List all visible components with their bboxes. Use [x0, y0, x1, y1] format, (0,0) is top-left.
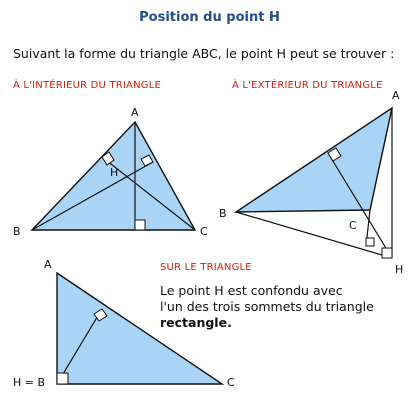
label-a: A: [392, 89, 400, 102]
heading-on-triangle: SUR LE TRIANGLE: [160, 262, 252, 273]
right-angle-mark: [57, 373, 68, 384]
right-angle-mark: [135, 220, 145, 230]
label-c: C: [227, 376, 235, 389]
right-angle-mark: [366, 238, 374, 246]
heading-interior: À L'INTÉRIEUR DU TRIANGLE: [13, 80, 162, 91]
description-bold: rectangle.: [160, 315, 232, 330]
page-title: Position du point H: [139, 10, 280, 25]
label-h-equals-b: H = B: [13, 376, 46, 389]
triangle-right: [57, 273, 222, 384]
label-h: H: [395, 263, 404, 276]
label-a: A: [44, 258, 52, 271]
figure-on-triangle: [13, 258, 235, 389]
label-c: C: [200, 225, 208, 238]
label-c: C: [349, 219, 357, 232]
figure-interior: [13, 106, 208, 238]
label-h: H: [110, 166, 119, 179]
heading-exterior: À L'EXTÉRIEUR DU TRIANGLE: [232, 80, 383, 91]
label-b: B: [13, 225, 21, 238]
figure-exterior: [219, 89, 403, 276]
intro-text: Suivant la forme du triangle ABC, le point H peut se trouver :: [13, 46, 395, 61]
description-line-2: l'un des trois sommets du triangle: [160, 299, 374, 314]
right-angle-mark: [382, 248, 392, 258]
label-b: B: [219, 207, 227, 220]
label-a: A: [131, 106, 139, 119]
triangle-exterior: [236, 108, 392, 212]
description-line-1: Le point H est confondu avec: [160, 283, 343, 298]
